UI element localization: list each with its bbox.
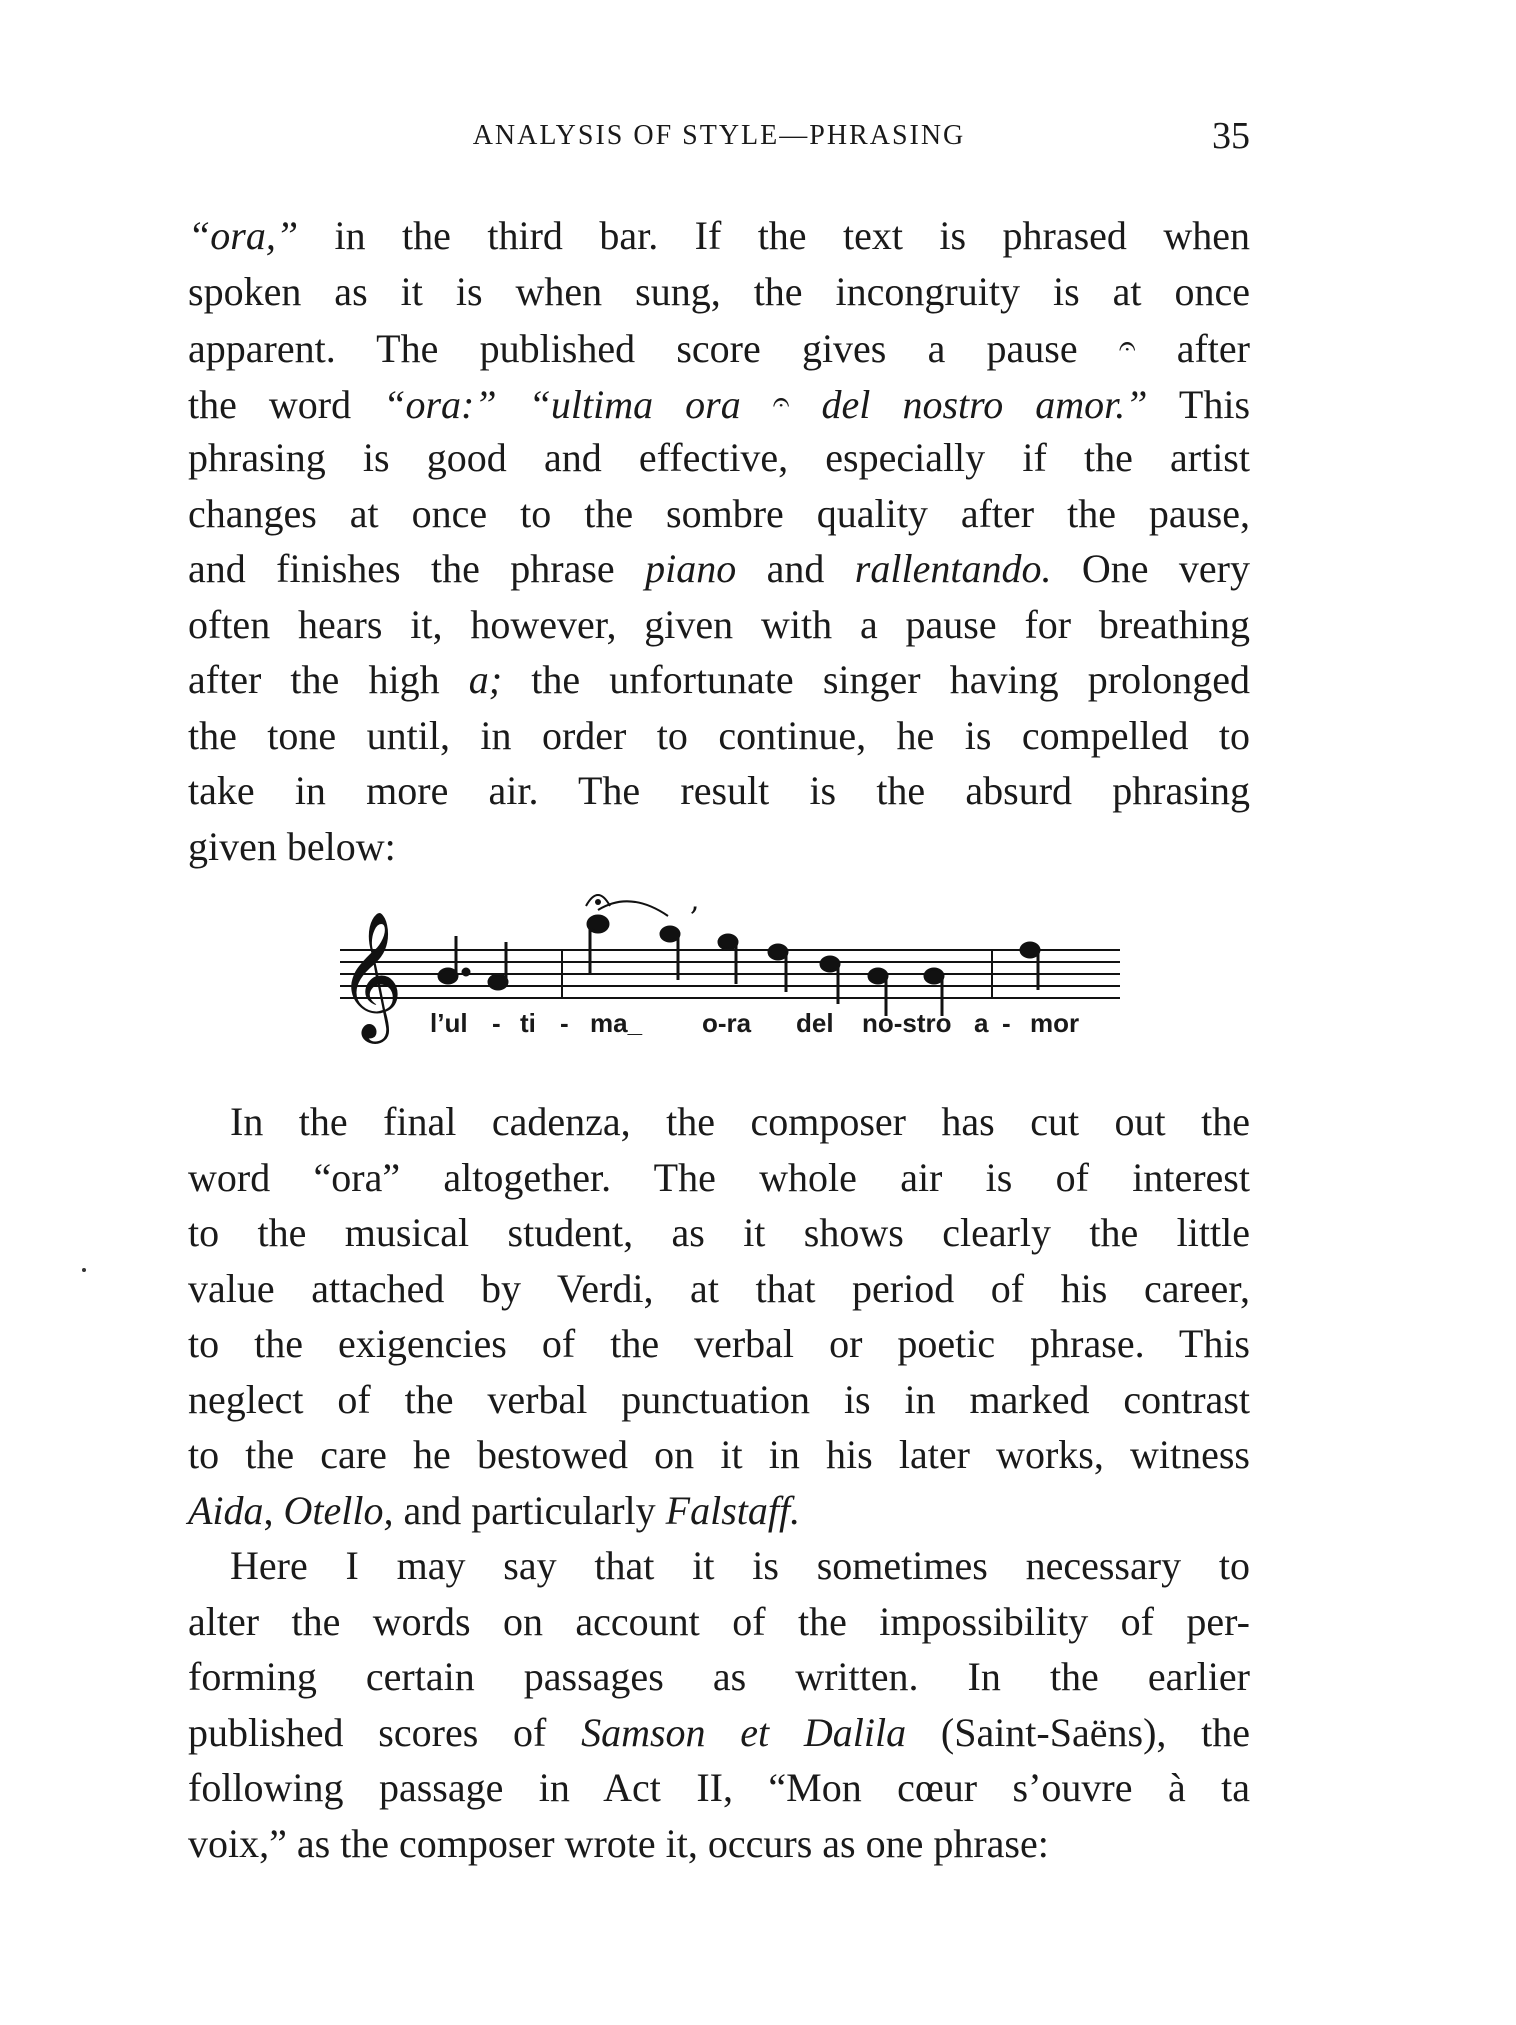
lyric-syllable: del — [796, 1008, 834, 1038]
paragraph-ora — [188, 208, 1250, 874]
text-line: word “ora” altogether. The whole air is of interest — [188, 1154, 1250, 1200]
text-line: following passage in Act II, “Mon cœur s’ouvre à ta — [188, 1765, 1250, 1810]
fermata-symbol: 𝄐 — [772, 385, 790, 419]
lyric-syllable: - — [560, 1008, 569, 1038]
text-line: Here I may say that it is sometimes necessary to — [230, 1543, 1250, 1588]
text-line: value attached by Verdi, at that period of his career, — [188, 1265, 1250, 1311]
text-line: spoken as it is when sung, the incongruity is at once — [188, 268, 1250, 314]
lyric-syllable: ma_ — [590, 1008, 643, 1038]
text-line: changes at once to the sombre quality after the pause, — [188, 490, 1250, 536]
treble-clef: 𝄞 — [338, 910, 404, 1038]
text-line: to the musical student, as it shows clearly the little — [188, 1210, 1250, 1255]
lyric-syllable: - — [1002, 1008, 1011, 1038]
text-line: the tone until, in order to continue, he is compelled to — [188, 712, 1250, 758]
text-line: forming certain passages as written. In the earlier — [188, 1654, 1250, 1699]
lyric-syllable: ti — [520, 1008, 536, 1038]
text-line: published scores of Samson et Dalila (Saint-Saëns), the — [188, 1709, 1250, 1755]
paragraph-cadenza — [188, 1094, 1250, 1871]
text-line: to the exigencies of the verbal or poetic phrase. This — [188, 1321, 1250, 1366]
text-line: neglect of the verbal punctuation is in marked contrast — [188, 1376, 1250, 1422]
page-number: 35 — [1212, 115, 1250, 157]
text-line: voix,” as the composer wrote it, occurs as one phrase: — [188, 1820, 1049, 1866]
text-line: apparent. The published score gives a pause 𝄐 after — [188, 326, 1250, 371]
lyric-syllable: no-stro — [862, 1008, 952, 1038]
text-line: and finishes the phrase piano and rallentando. One very — [188, 546, 1250, 591]
text-line: phrasing is good and effective, especially if the artist — [188, 435, 1250, 480]
text-line: often hears it, however, given with a pause for breathing — [188, 601, 1250, 647]
text-line: “ora,” in the third bar. If the text is phrased when — [188, 213, 1250, 258]
lyric-syllable: a — [974, 1008, 989, 1038]
lyric-syllable: o-ra — [702, 1008, 752, 1038]
svg-text:,: , — [690, 883, 700, 918]
fermata-symbol: 𝄐 — [1118, 330, 1136, 363]
lyric-syllable: - — [492, 1008, 501, 1038]
text-line: In the final cadenza, the composer has cut out the — [230, 1099, 1250, 1144]
text-line: take in more air. The result is the absurd phrasing — [188, 768, 1250, 813]
notes — [439, 916, 1039, 1016]
text-line: given below: — [188, 823, 396, 869]
text-line: after the high a; the unfortunate singer having prolonged — [188, 657, 1250, 702]
lyric-syllable: l’ul — [430, 1008, 468, 1038]
text-line: Aida, Otello, and particularly Falstaff. — [188, 1487, 801, 1533]
margin-mark — [82, 1268, 86, 1272]
lyric-syllable: mor — [1030, 1008, 1080, 1038]
text-line: alter the words on account of the impossibility of per- — [188, 1598, 1250, 1644]
running-head — [188, 114, 1250, 164]
music-lyrics — [430, 1008, 1090, 1048]
text-line: to the care he bestowed on it in his later works, witness — [188, 1432, 1250, 1477]
text-line: the word “ora:” “ultima ora 𝄐 del nostro amor.” This — [188, 381, 1251, 427]
running-title: ANALYSIS OF STYLE—PHRASING — [472, 120, 966, 151]
